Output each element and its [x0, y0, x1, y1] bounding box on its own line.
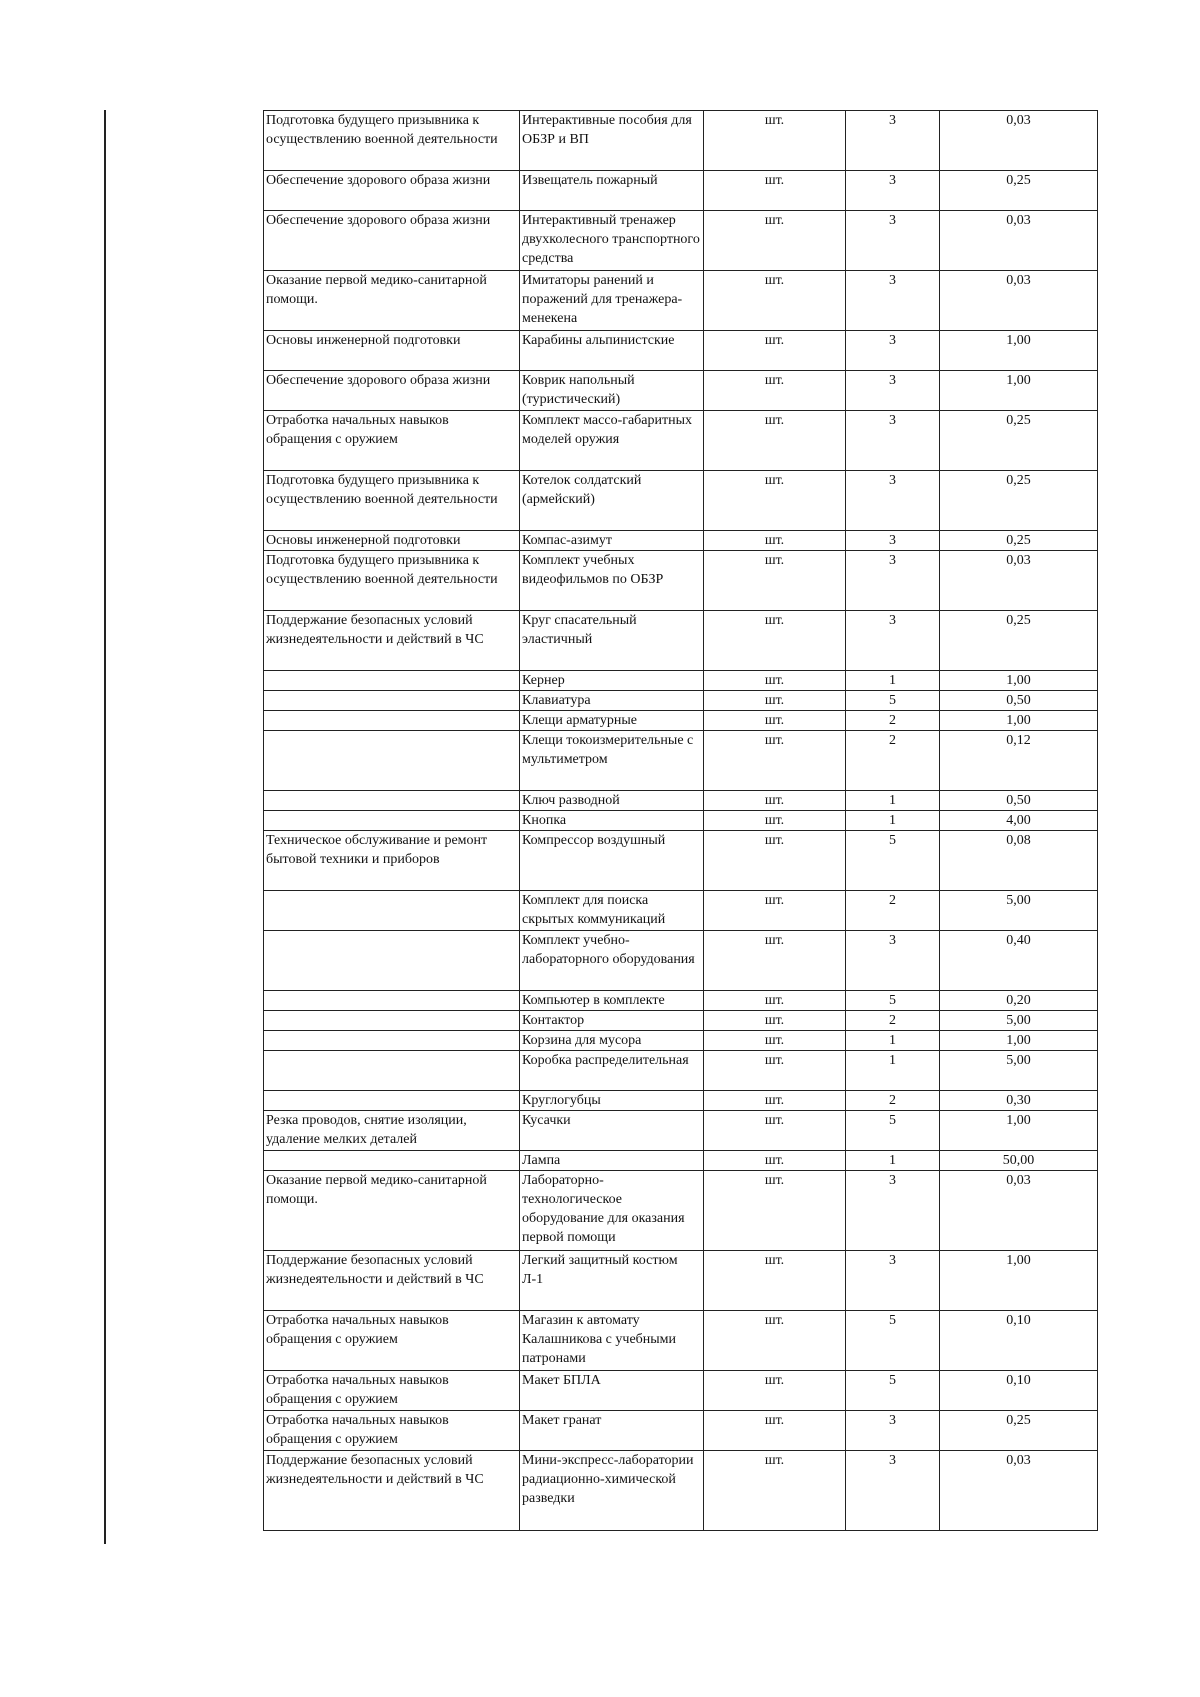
row-unit: шт. — [704, 411, 846, 471]
row-subject — [264, 671, 520, 691]
row-subject — [264, 891, 520, 931]
row-quantity: 1 — [846, 1051, 940, 1091]
row-subject: Оказание первой медико-санитарной помощи. — [264, 1171, 520, 1251]
table-row — [264, 1091, 1098, 1111]
row-quantity: 3 — [846, 931, 940, 991]
row-value: 0,08 — [940, 831, 1098, 891]
row-unit: шт. — [704, 991, 846, 1011]
row-subject — [264, 931, 520, 991]
row-unit: шт. — [704, 711, 846, 731]
row-item: Интерактивный тренажер двухколесного транспортного средства — [520, 211, 704, 271]
row-quantity: 3 — [846, 551, 940, 611]
row-quantity: 2 — [846, 711, 940, 731]
row-unit: шт. — [704, 731, 846, 791]
row-unit: шт. — [704, 1411, 846, 1451]
table-row — [264, 1051, 1098, 1091]
table-row — [264, 531, 1098, 551]
row-subject: Отработка начальных навыков обращения с оружием — [264, 1311, 520, 1371]
table-row — [264, 671, 1098, 691]
row-subject — [264, 791, 520, 811]
row-unit: шт. — [704, 691, 846, 711]
row-value: 1,00 — [940, 371, 1098, 411]
row-item: Контактор — [520, 1011, 704, 1031]
row-item: Коврик напольный (туристический) — [520, 371, 704, 411]
row-unit: шт. — [704, 1111, 846, 1151]
row-item: Магазин к автомату Калашникова с учебными патронами — [520, 1311, 704, 1371]
row-subject: Основы инженерной подготовки — [264, 531, 520, 551]
table-row — [264, 991, 1098, 1011]
row-item: Кнопка — [520, 811, 704, 831]
row-subject: Поддержание безопасных условий жизнедеятельности и действий в ЧС — [264, 1251, 520, 1311]
table-row — [264, 271, 1098, 331]
row-unit: шт. — [704, 671, 846, 691]
row-subject — [264, 1151, 520, 1171]
row-quantity: 3 — [846, 411, 940, 471]
row-value: 0,25 — [940, 411, 1098, 471]
row-item: Комплект учебных видеофильмов по ОБЗР — [520, 551, 704, 611]
row-unit: шт. — [704, 1311, 846, 1371]
row-subject: Поддержание безопасных условий жизнедеятельности и действий в ЧС — [264, 1451, 520, 1531]
row-unit: шт. — [704, 1091, 846, 1111]
table-row — [264, 111, 1098, 171]
row-subject: Техническое обслуживание и ремонт бытовой техники и приборов — [264, 831, 520, 891]
table-row — [264, 471, 1098, 531]
row-unit: шт. — [704, 1051, 846, 1091]
row-quantity: 1 — [846, 1151, 940, 1171]
row-value: 0,10 — [940, 1311, 1098, 1371]
row-quantity: 3 — [846, 1171, 940, 1251]
row-quantity: 3 — [846, 271, 940, 331]
row-subject: Подготовка будущего призывника к осуществлению военной деятельности — [264, 551, 520, 611]
row-value: 0,25 — [940, 531, 1098, 551]
row-subject: Поддержание безопасных условий жизнедеятельности и действий в ЧС — [264, 611, 520, 671]
table-row — [264, 371, 1098, 411]
row-unit: шт. — [704, 211, 846, 271]
row-subject — [264, 691, 520, 711]
row-quantity: 5 — [846, 1311, 940, 1371]
row-quantity: 2 — [846, 731, 940, 791]
row-subject: Основы инженерной подготовки — [264, 331, 520, 371]
row-value: 0,03 — [940, 551, 1098, 611]
row-subject: Отработка начальных навыков обращения с оружием — [264, 1411, 520, 1451]
row-item: Комплект массо-габаритных моделей оружия — [520, 411, 704, 471]
row-item: Клещи токоизмерительные с мультиметром — [520, 731, 704, 791]
row-subject: Обеспечение здорового образа жизни — [264, 211, 520, 271]
row-value: 4,00 — [940, 811, 1098, 831]
row-quantity: 3 — [846, 471, 940, 531]
table-row — [264, 1111, 1098, 1151]
row-subject — [264, 1011, 520, 1031]
row-unit: шт. — [704, 891, 846, 931]
row-quantity: 3 — [846, 111, 940, 171]
row-unit: шт. — [704, 471, 846, 531]
row-unit: шт. — [704, 1451, 846, 1531]
row-value: 1,00 — [940, 331, 1098, 371]
row-unit: шт. — [704, 1251, 846, 1311]
row-item: Комплект для поиска скрытых коммуникаций — [520, 891, 704, 931]
row-value: 1,00 — [940, 671, 1098, 691]
row-item: Мини-экспресс-лаборатории радиационно-химической разведки — [520, 1451, 704, 1531]
row-item: Кернер — [520, 671, 704, 691]
row-quantity: 3 — [846, 171, 940, 211]
row-quantity: 5 — [846, 991, 940, 1011]
row-unit: шт. — [704, 1031, 846, 1051]
row-item: Легкий защитный костюм Л-1 — [520, 1251, 704, 1311]
row-item: Компьютер в комплекте — [520, 991, 704, 1011]
table-row — [264, 931, 1098, 991]
row-quantity: 2 — [846, 1011, 940, 1031]
page-margin-rule — [104, 110, 106, 1544]
row-subject: Отработка начальных навыков обращения с оружием — [264, 1371, 520, 1411]
table-row — [264, 1411, 1098, 1451]
row-quantity: 3 — [846, 371, 940, 411]
row-item: Круглогубцы — [520, 1091, 704, 1111]
row-quantity: 5 — [846, 1371, 940, 1411]
row-value: 0,25 — [940, 611, 1098, 671]
row-unit: шт. — [704, 111, 846, 171]
row-unit: шт. — [704, 1011, 846, 1031]
table-row — [264, 1011, 1098, 1031]
row-item: Лампа — [520, 1151, 704, 1171]
row-unit: шт. — [704, 1171, 846, 1251]
row-subject — [264, 711, 520, 731]
row-item: Лабораторно-технологическое оборудование для оказания первой помощи — [520, 1171, 704, 1251]
row-quantity: 5 — [846, 831, 940, 891]
row-value: 0,25 — [940, 1411, 1098, 1451]
table-row — [264, 411, 1098, 471]
row-unit: шт. — [704, 931, 846, 991]
table-row — [264, 1371, 1098, 1411]
row-unit: шт. — [704, 171, 846, 211]
row-subject — [264, 1091, 520, 1111]
row-subject — [264, 731, 520, 791]
row-subject: Обеспечение здорового образа жизни — [264, 171, 520, 211]
row-value: 0,25 — [940, 471, 1098, 531]
row-unit: шт. — [704, 371, 846, 411]
row-item: Круг спасательный эластичный — [520, 611, 704, 671]
table-row — [264, 791, 1098, 811]
row-value: 0,30 — [940, 1091, 1098, 1111]
row-value: 0,03 — [940, 111, 1098, 171]
row-value: 0,20 — [940, 991, 1098, 1011]
table-row — [264, 1311, 1098, 1371]
row-subject: Подготовка будущего призывника к осуществлению военной деятельности — [264, 111, 520, 171]
row-value: 1,00 — [940, 1251, 1098, 1311]
row-value: 0,12 — [940, 731, 1098, 791]
table-row — [264, 331, 1098, 371]
row-quantity: 3 — [846, 1251, 940, 1311]
row-value: 0,03 — [940, 271, 1098, 331]
row-quantity: 1 — [846, 811, 940, 831]
row-value: 0,10 — [940, 1371, 1098, 1411]
table-row — [264, 691, 1098, 711]
row-unit: шт. — [704, 551, 846, 611]
row-value: 50,00 — [940, 1151, 1098, 1171]
row-quantity: 1 — [846, 671, 940, 691]
row-item: Макет гранат — [520, 1411, 704, 1451]
row-value: 0,40 — [940, 931, 1098, 991]
row-value: 0,50 — [940, 791, 1098, 811]
table-row — [264, 1151, 1098, 1171]
row-quantity: 1 — [846, 791, 940, 811]
table-row — [264, 1251, 1098, 1311]
row-unit: шт. — [704, 611, 846, 671]
equipment-table — [263, 110, 1098, 1531]
row-subject: Подготовка будущего призывника к осуществлению военной деятельности — [264, 471, 520, 531]
row-value: 0,03 — [940, 1451, 1098, 1531]
row-value: 5,00 — [940, 1051, 1098, 1091]
table-row — [264, 551, 1098, 611]
row-quantity: 3 — [846, 211, 940, 271]
row-unit: шт. — [704, 811, 846, 831]
row-subject: Отработка начальных навыков обращения с оружием — [264, 411, 520, 471]
table-row — [264, 171, 1098, 211]
row-unit: шт. — [704, 331, 846, 371]
row-subject — [264, 991, 520, 1011]
row-item: Компрессор воздушный — [520, 831, 704, 891]
row-subject — [264, 1051, 520, 1091]
row-subject — [264, 811, 520, 831]
table-row — [264, 1171, 1098, 1251]
row-unit: шт. — [704, 531, 846, 551]
row-item: Карабины альпинистские — [520, 331, 704, 371]
row-quantity: 2 — [846, 891, 940, 931]
table-row — [264, 731, 1098, 791]
row-item: Кусачки — [520, 1111, 704, 1151]
row-item: Комплект учебно-лабораторного оборудования — [520, 931, 704, 991]
equipment-table-body — [264, 111, 1098, 1531]
row-subject: Обеспечение здорового образа жизни — [264, 371, 520, 411]
row-value: 5,00 — [940, 1011, 1098, 1031]
row-item: Извещатель пожарный — [520, 171, 704, 211]
row-quantity: 2 — [846, 1091, 940, 1111]
row-unit: шт. — [704, 1151, 846, 1171]
table-row — [264, 1451, 1098, 1531]
table-row — [264, 211, 1098, 271]
row-quantity: 5 — [846, 1111, 940, 1151]
row-value: 0,25 — [940, 171, 1098, 211]
row-quantity: 5 — [846, 691, 940, 711]
table-row — [264, 891, 1098, 931]
row-item: Корзина для мусора — [520, 1031, 704, 1051]
row-quantity: 3 — [846, 531, 940, 551]
row-value: 1,00 — [940, 1031, 1098, 1051]
row-value: 0,03 — [940, 1171, 1098, 1251]
table-row — [264, 811, 1098, 831]
row-subject: Оказание первой медико-санитарной помощи. — [264, 271, 520, 331]
row-unit: шт. — [704, 1371, 846, 1411]
row-value: 5,00 — [940, 891, 1098, 931]
row-quantity: 3 — [846, 1411, 940, 1451]
table-row — [264, 611, 1098, 671]
row-quantity: 3 — [846, 1451, 940, 1531]
row-unit: шт. — [704, 791, 846, 811]
row-value: 0,50 — [940, 691, 1098, 711]
row-item: Интерактивные пособия для ОБЗР и ВП — [520, 111, 704, 171]
row-item: Компас-азимут — [520, 531, 704, 551]
row-subject — [264, 1031, 520, 1051]
table-row — [264, 831, 1098, 891]
row-item: Ключ разводной — [520, 791, 704, 811]
row-unit: шт. — [704, 831, 846, 891]
row-quantity: 3 — [846, 331, 940, 371]
row-value: 0,03 — [940, 211, 1098, 271]
table-row — [264, 1031, 1098, 1051]
table-row — [264, 711, 1098, 731]
row-item: Котелок солдатский (армейский) — [520, 471, 704, 531]
row-item: Клещи арматурные — [520, 711, 704, 731]
row-value: 1,00 — [940, 711, 1098, 731]
row-subject: Резка проводов, снятие изоляции, удаление мелких деталей — [264, 1111, 520, 1151]
row-value: 1,00 — [940, 1111, 1098, 1151]
row-item: Имитаторы ранений и поражений для тренажера-менекена — [520, 271, 704, 331]
row-item: Коробка распределительная — [520, 1051, 704, 1091]
row-unit: шт. — [704, 271, 846, 331]
row-item: Клавиатура — [520, 691, 704, 711]
row-quantity: 3 — [846, 611, 940, 671]
row-quantity: 1 — [846, 1031, 940, 1051]
row-item: Макет БПЛА — [520, 1371, 704, 1411]
